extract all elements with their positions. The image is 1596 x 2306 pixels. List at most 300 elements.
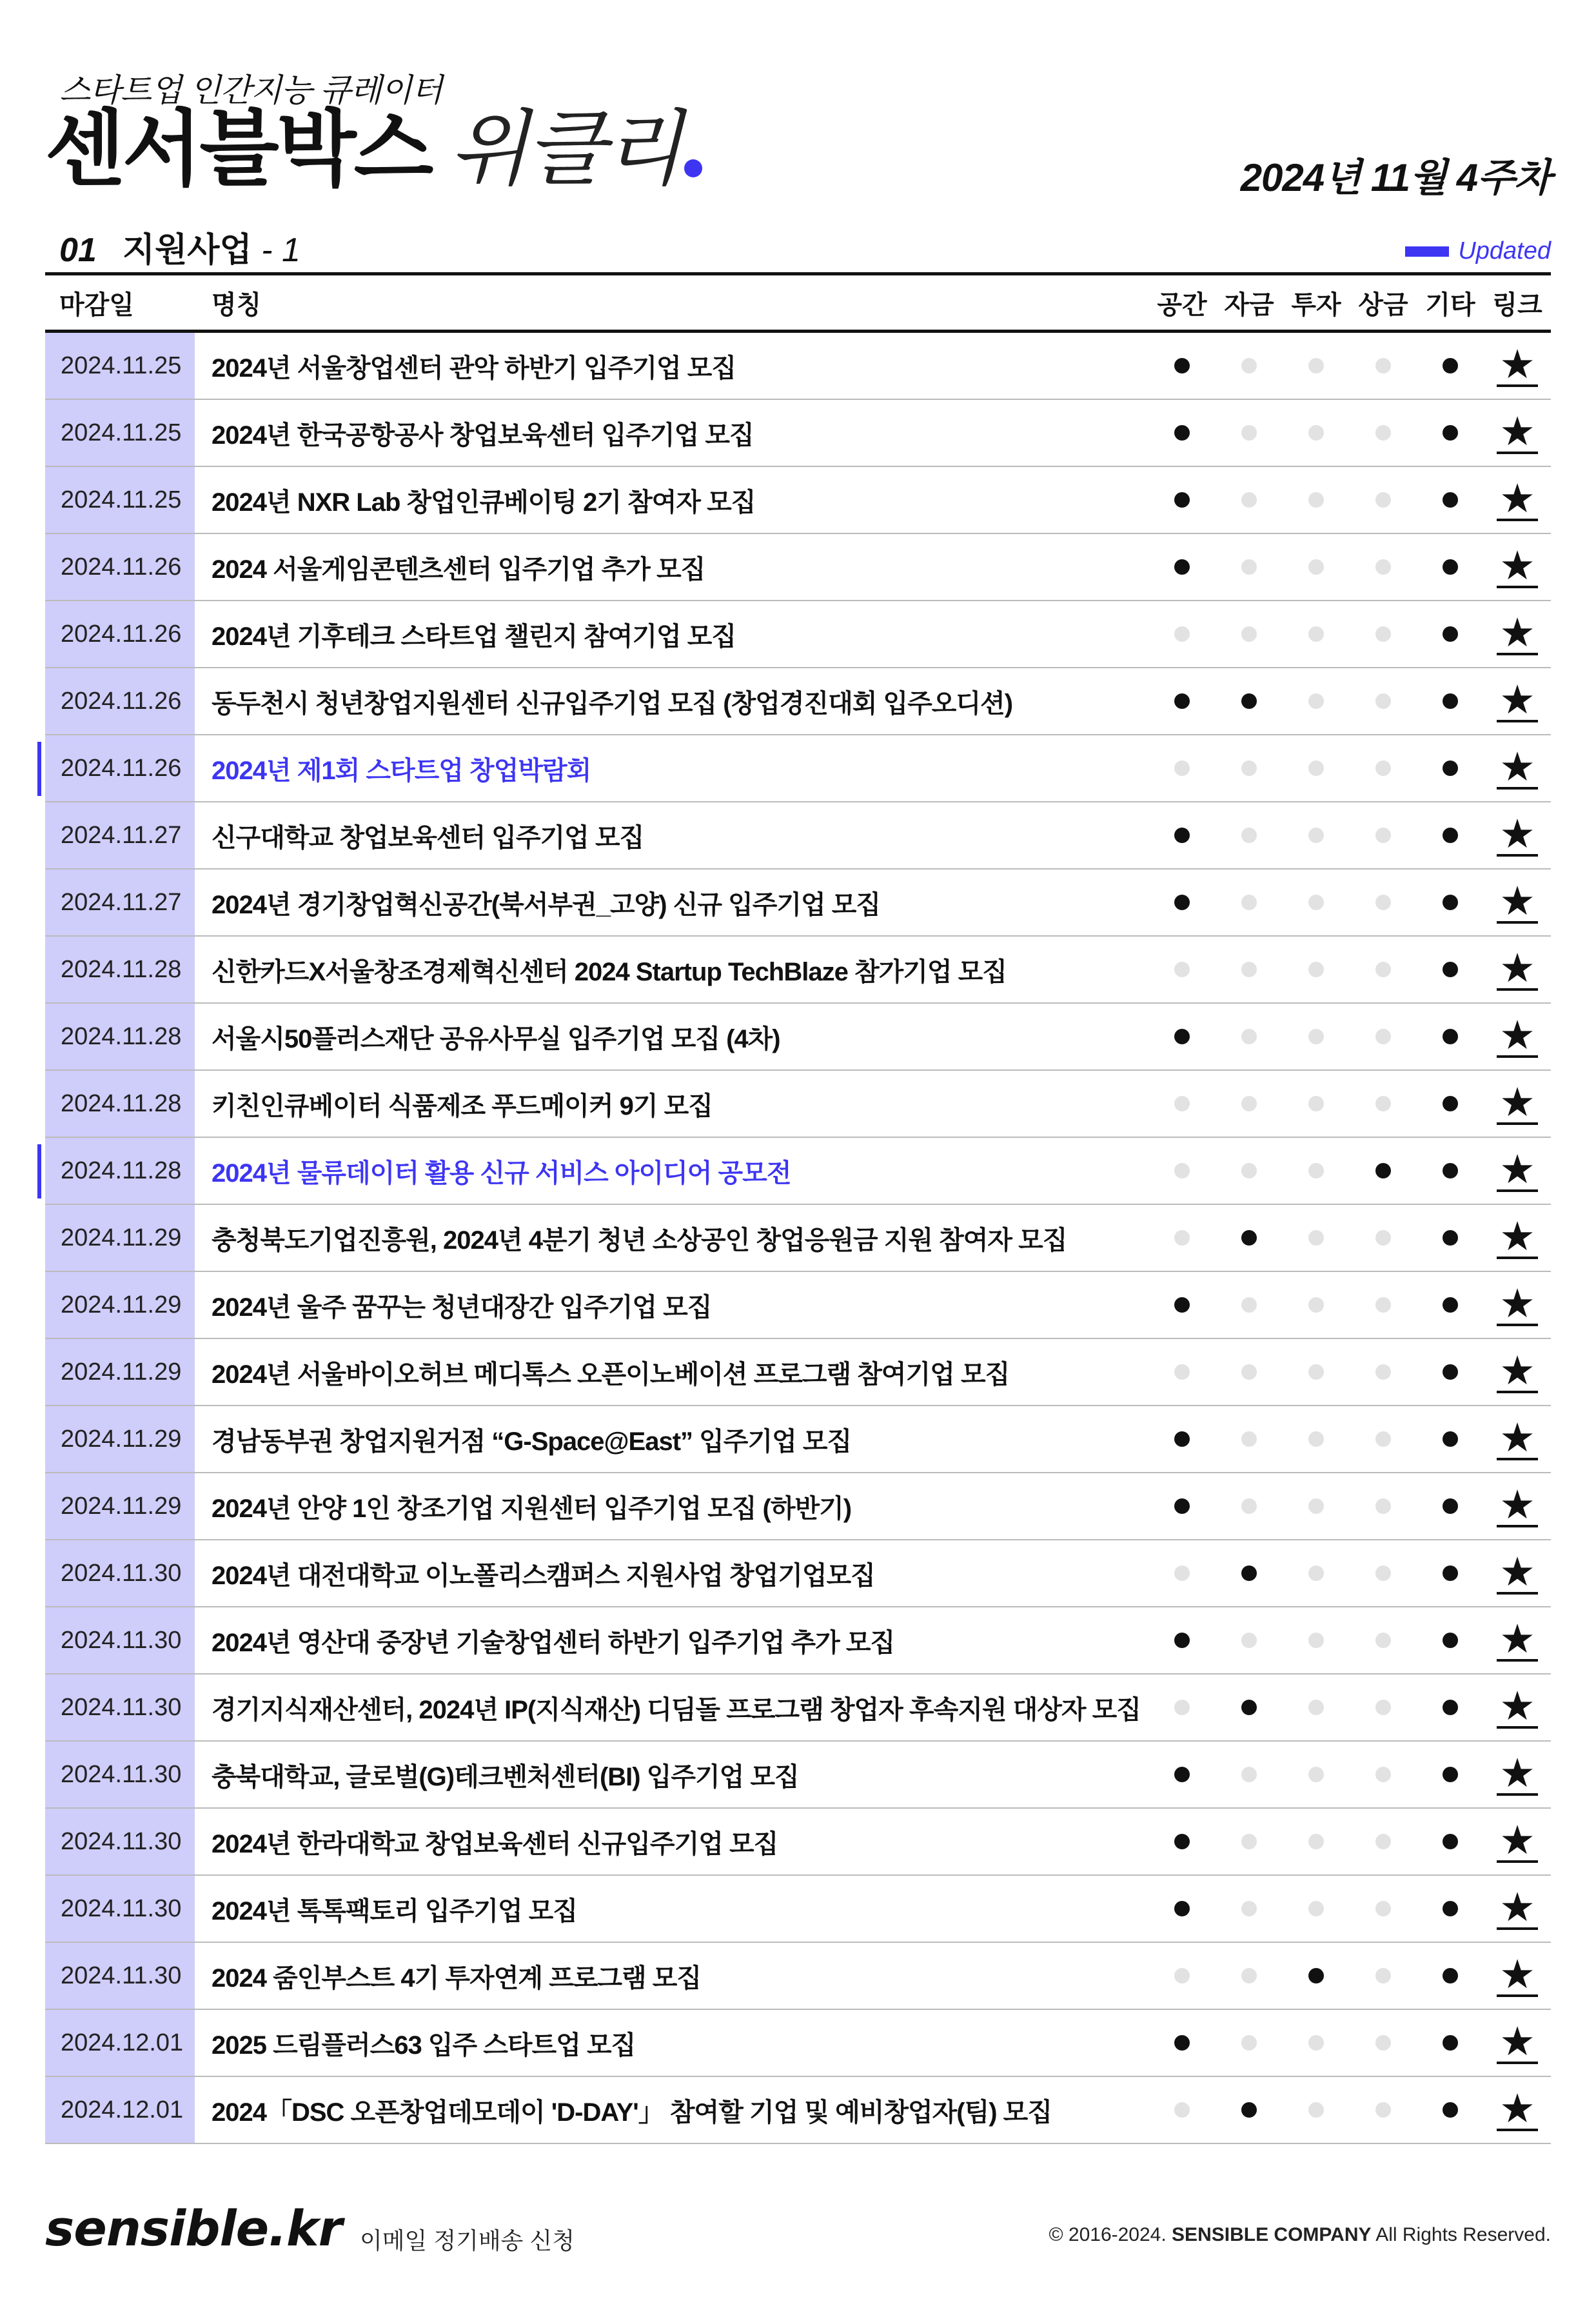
table-row: [45, 601, 1551, 668]
dot-empty-icon: [1174, 1364, 1190, 1380]
etc-cell: [1417, 1633, 1484, 1648]
dot-empty-icon: [1375, 559, 1391, 575]
deadline-date: 2024.11.25: [45, 467, 195, 533]
link-cell: [1484, 2018, 1551, 2065]
dot-empty-icon: [1308, 693, 1324, 709]
prize-cell: [1350, 1029, 1417, 1044]
dot-empty-icon: [1375, 895, 1391, 910]
program-name: 2024년 안양 1인 창조기업 지원센터 입주기업 모집 (하반기): [212, 1494, 852, 1523]
table-row: [45, 400, 1551, 467]
program-name: 2024년 NXR Lab 창업인큐베이팅 2기 참여자 모집: [212, 488, 756, 517]
dot-filled-icon: [1443, 1230, 1458, 1246]
dot-empty-icon: [1308, 1633, 1324, 1648]
dot-filled-icon: [1443, 626, 1458, 642]
star-link-icon[interactable]: ★: [1497, 948, 1538, 991]
link-cell: [1484, 341, 1551, 388]
table-row: [45, 802, 1551, 870]
dot-empty-icon: [1308, 1565, 1324, 1581]
dot-filled-icon: [1241, 1700, 1257, 1715]
dot-empty-icon: [1375, 1700, 1391, 1715]
etc-cell: [1417, 492, 1484, 508]
header-prize: 상금: [1358, 290, 1408, 319]
deadline-date: 2024.11.26: [45, 735, 195, 801]
deadline-date: 2024.11.29: [45, 1272, 195, 1338]
dot-filled-icon: [1174, 492, 1190, 508]
table-header: [45, 272, 1551, 333]
fund-cell: [1216, 1901, 1283, 1916]
etc-cell: [1417, 2102, 1484, 2118]
dot-filled-icon: [1174, 1498, 1190, 1514]
dot-filled-icon: [1443, 1834, 1458, 1849]
dot-filled-icon: [1174, 358, 1190, 373]
space-cell: [1148, 559, 1216, 575]
dot-filled-icon: [1174, 1297, 1190, 1313]
dot-empty-icon: [1174, 1096, 1190, 1111]
prize-cell: [1350, 760, 1417, 776]
link-cell: [1484, 676, 1551, 723]
dot-filled-icon: [1443, 760, 1458, 776]
brand-bold-text: 센서블박스: [45, 101, 431, 197]
dot-filled-icon: [1443, 1431, 1458, 1447]
dot-empty-icon: [1241, 1431, 1257, 1447]
link-cell: [1484, 743, 1551, 790]
fund-cell: [1216, 1498, 1283, 1514]
link-cell: [1484, 944, 1551, 991]
dot-filled-icon: [1443, 425, 1458, 441]
dot-empty-icon: [1241, 828, 1257, 843]
deadline-date: 2024.11.28: [45, 937, 195, 1002]
dot-empty-icon: [1308, 425, 1324, 441]
dot-empty-icon: [1241, 1767, 1257, 1782]
dot-empty-icon: [1241, 626, 1257, 642]
etc-cell: [1417, 1297, 1484, 1313]
program-name: 동두천시 청년창업지원센터 신규입주기업 모집 (창업경진대회 입주오디션): [212, 689, 1013, 718]
invest-cell: [1283, 1767, 1350, 1782]
deadline-date: 2024.11.29: [45, 1339, 195, 1405]
table-row: [45, 333, 1551, 400]
table-row: [45, 937, 1551, 1004]
deadline-date: 2024.11.30: [45, 1809, 195, 1874]
dot-empty-icon: [1241, 1968, 1257, 1983]
dot-filled-icon: [1443, 962, 1458, 977]
invest-cell: [1283, 693, 1350, 709]
program-name: 충북대학교, 글로벌(G)테크벤처센터(BI) 입주기업 모집: [212, 1762, 799, 1791]
invest-cell: [1283, 425, 1350, 441]
invest-cell: [1283, 760, 1350, 776]
prize-cell: [1350, 1230, 1417, 1246]
star-link-icon[interactable]: ★: [1497, 1149, 1538, 1192]
star-link-icon[interactable]: ★: [1497, 479, 1538, 521]
prize-cell: [1350, 1498, 1417, 1514]
prize-cell: [1350, 1968, 1417, 1983]
dot-empty-icon: [1308, 962, 1324, 977]
space-cell: [1148, 1700, 1216, 1715]
dot-filled-icon: [1443, 1096, 1458, 1111]
star-link-icon[interactable]: ★: [1497, 881, 1538, 924]
dot-filled-icon: [1443, 1633, 1458, 1648]
etc-cell: [1417, 1029, 1484, 1044]
link-cell: [1484, 1682, 1551, 1729]
etc-cell: [1417, 1834, 1484, 1849]
deadline-date: 2024.11.25: [45, 333, 195, 399]
dot-filled-icon: [1443, 895, 1458, 910]
subscribe-link[interactable]: 이메일 정기배송 신청: [360, 2227, 575, 2254]
dot-empty-icon: [1375, 2035, 1391, 2051]
fund-cell: [1216, 1230, 1283, 1246]
header-etc: 기타: [1425, 290, 1475, 319]
space-cell: [1148, 828, 1216, 843]
dot-filled-icon: [1443, 1163, 1458, 1178]
dot-filled-icon: [1308, 1968, 1324, 1983]
dot-empty-icon: [1375, 1096, 1391, 1111]
space-cell: [1148, 1230, 1216, 1246]
invest-cell: [1283, 1968, 1350, 1983]
header-invest: 투자: [1291, 290, 1341, 319]
dot-empty-icon: [1375, 1633, 1391, 1648]
fund-cell: [1216, 358, 1283, 373]
deadline-date: 2024.11.29: [45, 1205, 195, 1271]
copyright-prefix: © 2016-2024.: [1049, 2224, 1167, 2245]
deadline-date: 2024.11.30: [45, 1607, 195, 1673]
prize-cell: [1350, 1163, 1417, 1178]
star-link-icon[interactable]: ★: [1497, 1820, 1538, 1863]
link-cell: [1484, 2085, 1551, 2132]
dot-empty-icon: [1241, 760, 1257, 776]
etc-cell: [1417, 1565, 1484, 1581]
dot-empty-icon: [1308, 1498, 1324, 1514]
table-row: [45, 1071, 1551, 1138]
star-link-icon[interactable]: ★: [1497, 546, 1538, 588]
prize-cell: [1350, 693, 1417, 709]
dot-empty-icon: [1308, 1431, 1324, 1447]
dot-empty-icon: [1308, 1029, 1324, 1044]
header-space: 공간: [1157, 290, 1207, 319]
brand-light-text: 위클리: [449, 101, 681, 197]
link-cell: [1484, 1884, 1551, 1931]
prize-cell: [1350, 1431, 1417, 1447]
dot-empty-icon: [1174, 1700, 1190, 1715]
dot-empty-icon: [1241, 358, 1257, 373]
prize-cell: [1350, 1633, 1417, 1648]
link-cell: [1484, 1615, 1551, 1662]
invest-cell: [1283, 1431, 1350, 1447]
star-link-icon[interactable]: ★: [1497, 1887, 1538, 1930]
fund-cell: [1216, 1029, 1283, 1044]
star-link-icon[interactable]: ★: [1497, 1619, 1538, 1662]
fund-cell: [1216, 626, 1283, 642]
program-name: 서울시50플러스재단 공유사무실 입주기업 모집 (4차): [212, 1024, 780, 1053]
fund-cell: [1216, 895, 1283, 910]
fund-cell: [1216, 1163, 1283, 1178]
invest-cell: [1283, 1498, 1350, 1514]
dot-empty-icon: [1308, 1096, 1324, 1111]
table-row: [45, 1473, 1551, 1540]
link-cell: [1484, 1011, 1551, 1059]
footer: [0, 2200, 1596, 2277]
program-name: 2024년 한라대학교 창업보육센터 신규입주기업 모집: [212, 1829, 778, 1858]
dot-empty-icon: [1241, 962, 1257, 977]
deadline-date: 2024.11.26: [45, 534, 195, 600]
star-link-icon[interactable]: ★: [1497, 1217, 1538, 1259]
dot-filled-icon: [1443, 828, 1458, 843]
star-link-icon[interactable]: ★: [1497, 2022, 1538, 2064]
dot-empty-icon: [1241, 1364, 1257, 1380]
dot-empty-icon: [1308, 1700, 1324, 1715]
invest-cell: [1283, 1834, 1350, 1849]
dot-empty-icon: [1375, 1901, 1391, 1916]
program-name: 2024 서울게임콘텐츠센터 입주기업 추가 모집: [212, 555, 705, 584]
dot-filled-icon: [1174, 1431, 1190, 1447]
space-cell: [1148, 358, 1216, 373]
dot-empty-icon: [1375, 1297, 1391, 1313]
link-cell: [1484, 542, 1551, 589]
space-cell: [1148, 693, 1216, 709]
prize-cell: [1350, 1700, 1417, 1715]
deadline-date: 2024.12.01: [45, 2010, 195, 2076]
dot-empty-icon: [1375, 1834, 1391, 1849]
fund-cell: [1216, 1364, 1283, 1380]
deadline-date: 2024.11.29: [45, 1406, 195, 1472]
updated-label: Updated: [1458, 237, 1551, 264]
section-number: 01: [59, 232, 97, 269]
dot-filled-icon: [1174, 425, 1190, 441]
dot-filled-icon: [1174, 559, 1190, 575]
prize-cell: [1350, 2035, 1417, 2051]
space-cell: [1148, 1834, 1216, 1849]
deadline-date: 2024.11.26: [45, 601, 195, 667]
dot-filled-icon: [1443, 1498, 1458, 1514]
dot-empty-icon: [1308, 1364, 1324, 1380]
etc-cell: [1417, 2035, 1484, 2051]
table-row: [45, 1406, 1551, 1473]
space-cell: [1148, 1096, 1216, 1111]
link-cell: [1484, 1213, 1551, 1260]
updated-legend: [1405, 237, 1551, 265]
dot-empty-icon: [1174, 962, 1190, 977]
dot-empty-icon: [1375, 1565, 1391, 1581]
dot-filled-icon: [1174, 1901, 1190, 1916]
deadline-date: 2024.11.30: [45, 1540, 195, 1606]
space-cell: [1148, 1431, 1216, 1447]
copyright: [1049, 2224, 1551, 2246]
link-cell: [1484, 1078, 1551, 1126]
link-cell: [1484, 1481, 1551, 1528]
star-link-icon[interactable]: ★: [1497, 2089, 1538, 2131]
dot-empty-icon: [1241, 425, 1257, 441]
link-cell: [1484, 408, 1551, 455]
header-fund: 자금: [1224, 290, 1274, 319]
space-cell: [1148, 962, 1216, 977]
etc-cell: [1417, 962, 1484, 977]
invest-cell: [1283, 895, 1350, 910]
dot-empty-icon: [1241, 895, 1257, 910]
program-name: 2024년 물류데이터 활용 신규 서비스 아이디어 공모전: [212, 1158, 791, 1188]
etc-cell: [1417, 1498, 1484, 1514]
star-link-icon[interactable]: ★: [1497, 1485, 1538, 1527]
star-link-icon[interactable]: ★: [1497, 1418, 1538, 1460]
deadline-date: 2024.11.29: [45, 1473, 195, 1539]
etc-cell: [1417, 693, 1484, 709]
star-link-icon[interactable]: ★: [1497, 814, 1538, 857]
company-name: SENSIBLE COMPANY: [1172, 2224, 1372, 2245]
star-link-icon[interactable]: ★: [1497, 344, 1538, 387]
etc-cell: [1417, 559, 1484, 575]
dot-empty-icon: [1174, 1565, 1190, 1581]
header-subtitle: 스타트업 인간지능 큐레이터: [59, 72, 442, 108]
section-title: [59, 223, 300, 271]
program-name: 키친인큐베이터 식품제조 푸드메이커 9기 모집: [212, 1091, 713, 1120]
header-link: 링크: [1492, 290, 1542, 319]
table-row: [45, 1943, 1551, 2010]
invest-cell: [1283, 962, 1350, 977]
dot-empty-icon: [1375, 1431, 1391, 1447]
star-link-icon[interactable]: ★: [1497, 1954, 1538, 1997]
etc-cell: [1417, 1968, 1484, 1983]
dot-empty-icon: [1241, 1633, 1257, 1648]
program-name: 충청북도기업진흥원, 2024년 4분기 청년 소상공인 창업응원금 지원 참여자 모집: [212, 1226, 1067, 1255]
invest-cell: [1283, 1700, 1350, 1715]
dot-empty-icon: [1308, 1230, 1324, 1246]
dot-empty-icon: [1308, 1834, 1324, 1849]
fund-cell: [1216, 1633, 1283, 1648]
invest-cell: [1283, 1297, 1350, 1313]
star-link-icon[interactable]: ★: [1497, 1753, 1538, 1796]
dot-filled-icon: [1443, 1364, 1458, 1380]
space-cell: [1148, 1297, 1216, 1313]
table-row: [45, 2010, 1551, 2077]
etc-cell: [1417, 828, 1484, 843]
program-name: 2024년 대전대학교 이노폴리스캠퍼스 지원사업 창업기업모집: [212, 1561, 875, 1590]
dot-empty-icon: [1308, 626, 1324, 642]
program-name: 경기지식재산센터, 2024년 IP(지식재산) 디딤돌 프로그램 창업자 후속지원 대상자 모집: [212, 1695, 1141, 1724]
fund-cell: [1216, 1767, 1283, 1782]
week-label: 2024년 11월 4주차: [1240, 156, 1551, 199]
invest-cell: [1283, 626, 1350, 642]
space-cell: [1148, 1767, 1216, 1782]
space-cell: [1148, 2035, 1216, 2051]
dot-empty-icon: [1375, 1230, 1391, 1246]
dot-filled-icon: [1174, 895, 1190, 910]
program-name: 2024년 영산대 중장년 기술창업센터 하반기 입주기업 추가 모집: [212, 1628, 895, 1657]
deadline-date: 2024.11.26: [45, 668, 195, 734]
deadline-date: 2024.11.25: [45, 400, 195, 466]
etc-cell: [1417, 626, 1484, 642]
star-link-icon[interactable]: ★: [1497, 1015, 1538, 1058]
dot-filled-icon: [1174, 2035, 1190, 2051]
dot-empty-icon: [1174, 1163, 1190, 1178]
dot-empty-icon: [1174, 2102, 1190, 2118]
table-row: [45, 1809, 1551, 1876]
fund-cell: [1216, 2035, 1283, 2051]
space-cell: [1148, 492, 1216, 508]
invest-cell: [1283, 358, 1350, 373]
dot-filled-icon: [1241, 693, 1257, 709]
dot-empty-icon: [1375, 1364, 1391, 1380]
etc-cell: [1417, 1364, 1484, 1380]
dot-empty-icon: [1174, 1230, 1190, 1246]
invest-cell: [1283, 1163, 1350, 1178]
link-cell: [1484, 475, 1551, 522]
deadline-date: 2024.11.30: [45, 1943, 195, 2009]
site-link[interactable]: sensible.kr: [45, 2200, 342, 2257]
invest-cell: [1283, 1029, 1350, 1044]
space-cell: [1148, 1163, 1216, 1178]
space-cell: [1148, 1633, 1216, 1648]
table-row: [45, 467, 1551, 534]
etc-cell: [1417, 1431, 1484, 1447]
program-name: 2024「DSC 오픈창업데모데이 'D-DAY'」 참여할 기업 및 예비창업자(팀) 모집: [212, 2098, 1052, 2127]
link-cell: [1484, 1548, 1551, 1595]
star-link-icon[interactable]: ★: [1497, 1082, 1538, 1125]
header-name: 명칭: [212, 290, 262, 319]
space-cell: [1148, 425, 1216, 441]
program-name: 2024 줌인부스트 4기 투자연계 프로그램 모집: [212, 1963, 702, 1993]
program-name: 2024년 서울창업센터 관악 하반기 입주기업 모집: [212, 353, 736, 383]
space-cell: [1148, 760, 1216, 776]
program-name: 2025 드림플러스63 입주 스타트업 모집: [212, 2031, 636, 2060]
dot-empty-icon: [1241, 1096, 1257, 1111]
table-body: [45, 333, 1551, 2144]
program-name: 2024년 서울바이오허브 메디톡스 오픈이노베이션 프로그램 참여기업 모집: [212, 1360, 1010, 1389]
dot-filled-icon: [1443, 2102, 1458, 2118]
etc-cell: [1417, 1901, 1484, 1916]
invest-cell: [1283, 2102, 1350, 2118]
dot-empty-icon: [1241, 1901, 1257, 1916]
dot-empty-icon: [1308, 1297, 1324, 1313]
dot-empty-icon: [1174, 626, 1190, 642]
fund-cell: [1216, 760, 1283, 776]
star-link-icon[interactable]: ★: [1497, 1284, 1538, 1326]
program-name: 경남동부권 창업지원거점 “G-Space@East” 입주기업 모집: [212, 1427, 852, 1456]
prize-cell: [1350, 895, 1417, 910]
fund-cell: [1216, 693, 1283, 709]
program-name: 2024년 기후테크 스타트업 챌린지 참여기업 모집: [212, 622, 736, 651]
space-cell: [1148, 1029, 1216, 1044]
dot-filled-icon: [1443, 1968, 1458, 1983]
dot-filled-icon: [1241, 1565, 1257, 1581]
prize-cell: [1350, 1767, 1417, 1782]
fund-cell: [1216, 559, 1283, 575]
table-row: [45, 1138, 1551, 1205]
space-cell: [1148, 2102, 1216, 2118]
dot-empty-icon: [1308, 760, 1324, 776]
dot-filled-icon: [1443, 1901, 1458, 1916]
dot-empty-icon: [1375, 492, 1391, 508]
updated-bar-icon: [1405, 246, 1449, 257]
star-link-icon[interactable]: ★: [1497, 747, 1538, 790]
star-link-icon[interactable]: ★: [1497, 680, 1538, 722]
dot-empty-icon: [1241, 1029, 1257, 1044]
star-link-icon[interactable]: ★: [1497, 1552, 1538, 1595]
star-link-icon[interactable]: ★: [1497, 412, 1538, 454]
dot-empty-icon: [1241, 1297, 1257, 1313]
link-cell: [1484, 1951, 1551, 1998]
star-link-icon[interactable]: ★: [1497, 1351, 1538, 1393]
invest-cell: [1283, 1565, 1350, 1581]
star-link-icon[interactable]: ★: [1497, 613, 1538, 655]
deadline-date: 2024.11.28: [45, 1004, 195, 1069]
fund-cell: [1216, 2102, 1283, 2118]
dot-filled-icon: [1443, 1297, 1458, 1313]
deadline-date: 2024.11.28: [45, 1138, 195, 1204]
brand-title: [45, 101, 702, 197]
dot-empty-icon: [1308, 828, 1324, 843]
star-link-icon[interactable]: ★: [1497, 1686, 1538, 1729]
dot-empty-icon: [1308, 2035, 1324, 2051]
etc-cell: [1417, 760, 1484, 776]
dot-filled-icon: [1174, 1029, 1190, 1044]
link-cell: [1484, 1280, 1551, 1327]
